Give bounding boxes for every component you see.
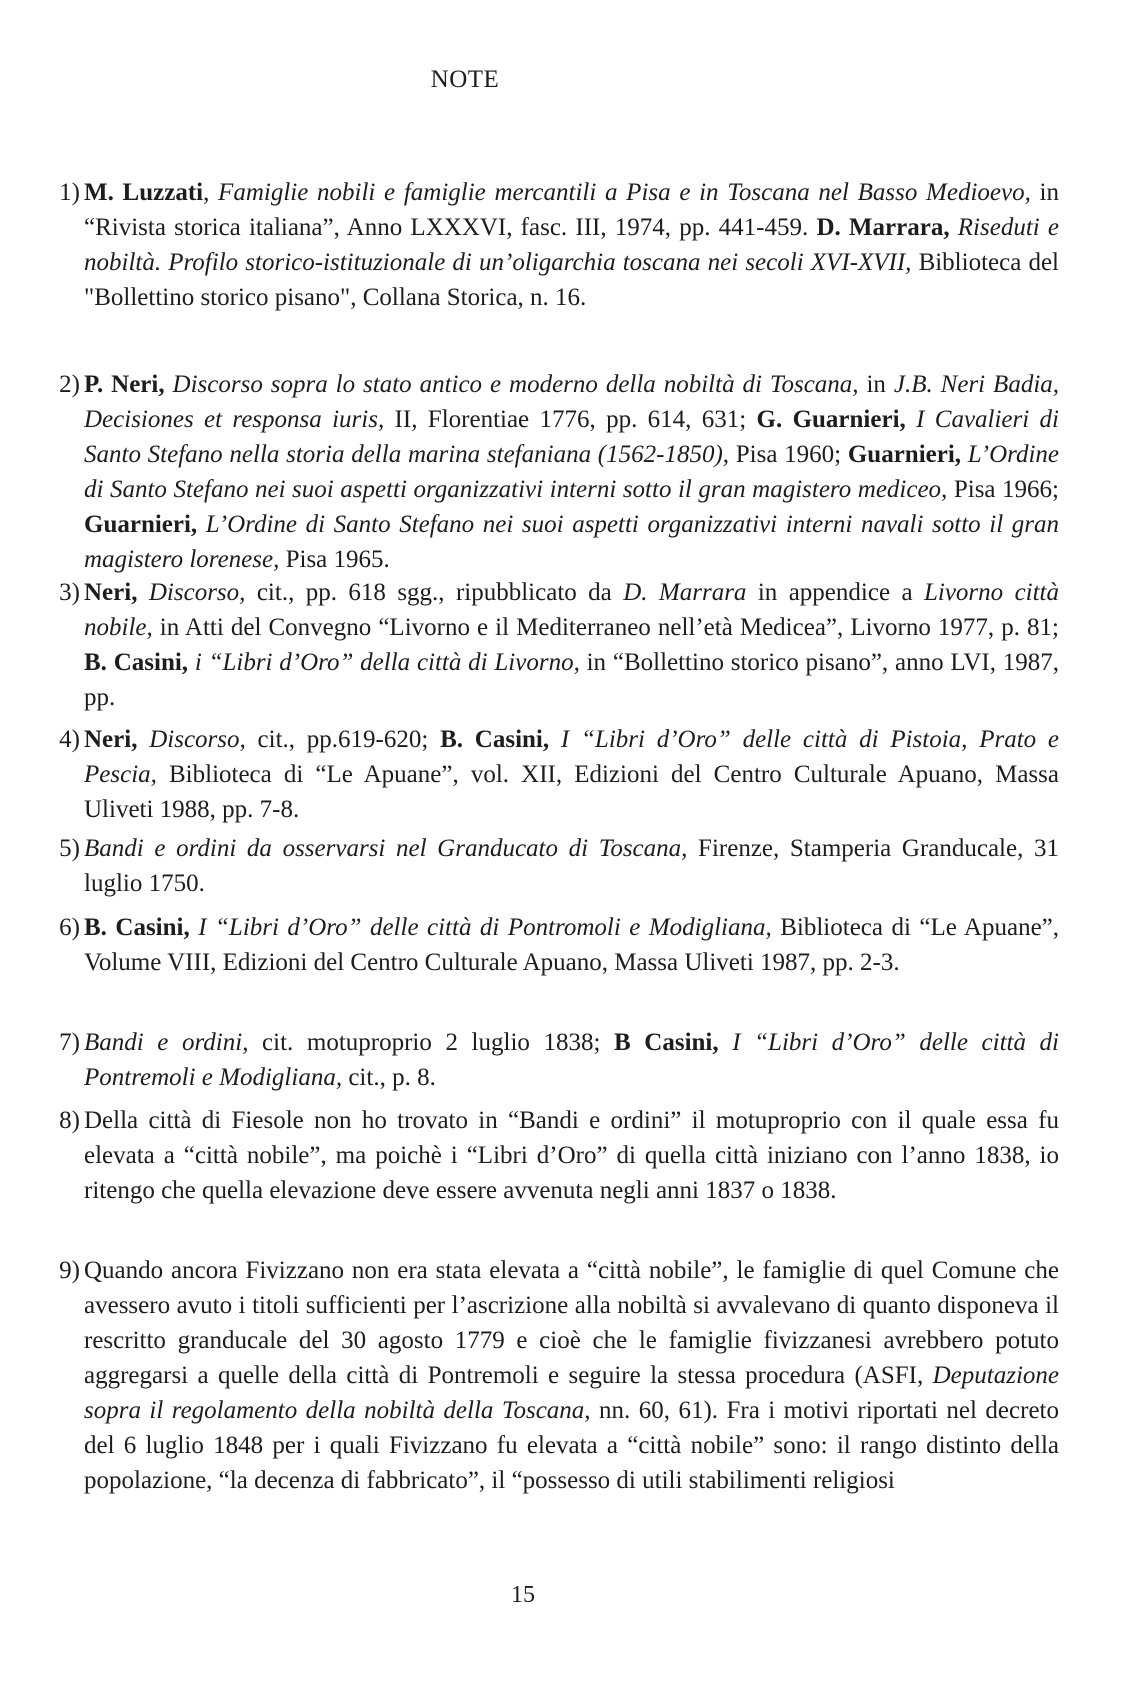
note-number: 1) — [59, 179, 80, 206]
note-body-text — [961, 441, 968, 468]
note-number: 6) — [59, 914, 80, 941]
note-text — [84, 831, 1059, 901]
note-text — [84, 910, 1059, 980]
work-title: Discorso sopra lo stato antico e moderno della nobiltà di Toscana, — [172, 371, 859, 398]
page-number: 15 — [511, 1582, 535, 1608]
note-body-text: Biblioteca di “Le Apuane”, Volume VIII, Edizioni del Centro Culturale Apuano, Massa Uliveti 1987, pp. 2-3. — [84, 914, 1060, 976]
work-title: Riseduti e nobiltà. Profilo storico-istituzionale di un’oligarchia toscana nei secoli XVI-XVII, — [84, 214, 1060, 276]
note-body-text: II, Florentiae 1776, pp. 614, 631; — [384, 406, 757, 433]
note-body-text — [719, 1029, 733, 1056]
note-body-text — [190, 914, 198, 941]
note-body-text: in “Bollettino storico pisano”, anno LVI, 1987, pp. — [84, 649, 1059, 711]
note-body-text — [165, 371, 173, 398]
work-title: D. Marrara — [623, 579, 747, 606]
work-title: Livorno città nobile, — [84, 579, 1060, 641]
note-body-text: , — [203, 179, 219, 206]
work-title: I “Libri d’Oro” delle città di Pistoia, Prato e Pescia, — [84, 726, 1060, 788]
author-name: Guarnieri, — [847, 441, 962, 468]
author-name: Guarnieri, — [84, 511, 198, 538]
note-body-text: in Atti del Convegno “Livorno e il Mediterraneo nell’età Medicea”, Livorno 1977, p. 81; — [152, 614, 1059, 641]
author-name: B Casini, — [614, 1029, 719, 1056]
note-body-text: nn. 60, 61). Fra i motivi riportati nel decreto del 6 luglio 1848 per i quali Fivizzano fu elevata a “città nobile” sono: il rango distinto della popolazione, “la decenza di fabbricato”, il “possesso di utili stabilimenti religiosi — [84, 1397, 1059, 1494]
note-body-text — [549, 726, 561, 753]
work-title: I Cavalieri di Santo Stefano nella storia della marina stefaniana (1562-1850), — [84, 406, 1059, 468]
author-name: G. Guarnieri, — [756, 406, 906, 433]
note-number: 5) — [59, 835, 80, 862]
note-body-text — [137, 579, 148, 606]
author-name: P. Neri, — [84, 371, 165, 398]
note-body-text: in — [858, 371, 894, 398]
note-body-text: Pisa 1966; — [947, 476, 1059, 503]
note-body-text — [137, 726, 149, 753]
note-text — [84, 575, 1059, 715]
note-text — [84, 1253, 1059, 1498]
note-body-text: Firenze, Stamperia Granducale, 31 luglio 1750. — [84, 835, 1059, 897]
work-title: Famiglie nobili e famiglie mercantili a Pisa e in Toscana nel Basso Medioevo, — [218, 179, 1031, 206]
author-name: M. Luzzati — [84, 179, 204, 206]
note-body-text — [906, 406, 916, 433]
author-name: Neri, — [84, 579, 138, 606]
note-number: 8) — [59, 1107, 80, 1134]
work-title: Discorso, — [148, 579, 246, 606]
note-number: 3) — [59, 579, 80, 606]
note-body-text: Della città di Fiesole non ho trovato in “Bandi e ordini” il motuproprio con il quale essa fu elevata a “città nobile”, ma poichè i “Libri d’Oro” di quella città iniziano con l’anno 1838, io ritengo che quella elevazione deve essere avvenuta negli anni 1837 o 1838. — [84, 1107, 1059, 1204]
author-name: B. Casini, — [440, 726, 550, 753]
note-text — [84, 1025, 1059, 1095]
author-name: Neri, — [84, 726, 138, 753]
note-body-text: cit., p. 8. — [342, 1064, 436, 1091]
note-number: 9) — [59, 1257, 80, 1284]
note-body-text: cit., pp.619-620; — [245, 726, 441, 753]
note-text — [84, 1103, 1059, 1208]
note-body-text: Pisa 1965. — [279, 546, 390, 573]
note-body-text: Pisa 1960; — [729, 441, 848, 468]
author-name: B. Casini, — [84, 914, 190, 941]
note-text — [84, 722, 1059, 827]
note-text — [84, 367, 1059, 577]
note-body-text: cit., pp. 618 sgg., ripubblicato da — [245, 579, 624, 606]
work-title: I “Libri d’Oro” delle città di Pontremoli e Modigliana, — [84, 1029, 1059, 1091]
note-body-text: Biblioteca di “Le Apuane”, vol. XII, Edizioni del Centro Culturale Apuano, Massa Uliveti 1988, pp. 7-8. — [84, 761, 1059, 823]
author-name: B. Casini, — [84, 649, 189, 676]
note-body-text: Biblioteca del "Bollettino storico pisano", Collana Storica, n. 16. — [84, 249, 1059, 311]
work-title: Bandi e ordini da osservarsi nel Granducato di Toscana, — [84, 835, 688, 862]
note-body-text: Quando ancora Fivizzano non era stata elevata a “città nobile”, le famiglie di quel Comune che avessero avuto i titoli sufficienti per l’ascrizione alla nobiltà si avvalevano di quanto disponeva il rescritto granducale del 30 agosto 1779 e cioè che le famiglie fivizzanesi avrebbero potuto aggregarsi a quelle della città di Pontremoli e seguire la stessa procedura (ASFI, — [84, 1257, 1059, 1389]
work-title: L’Ordine di Santo Stefano nei suoi aspetti organizzativi interni sotto il gran magistero mediceo, — [84, 441, 1059, 503]
work-title: Bandi e ordini, — [84, 1029, 249, 1056]
note-body-text — [197, 511, 206, 538]
work-title: I “Libri d’Oro” delle città di Pontromoli e Modigliana, — [198, 914, 772, 941]
note-number: 2) — [59, 371, 80, 398]
note-body-text — [188, 649, 195, 676]
note-number: 7) — [59, 1029, 80, 1056]
work-title: Discorso, — [149, 726, 246, 753]
work-title: Deputazione sopra il regolamento della nobiltà della Toscana, — [84, 1362, 1059, 1424]
work-title: i “Libri d’Oro” della città di Livorno, — [194, 649, 580, 676]
note-body-text: cit. motuproprio 2 luglio 1838; — [248, 1029, 615, 1056]
note-body-text — [950, 214, 958, 241]
note-body-text: in “Rivista storica italiana”, Anno LXXXVI, fasc. III, 1974, pp. 441-459. — [84, 179, 1060, 241]
note-body-text: in appendice a — [746, 579, 924, 606]
work-title: J.B. Neri Badia, Decisiones et responsa iuris, — [84, 371, 1060, 433]
note-number: 4) — [59, 726, 80, 753]
note-text — [84, 175, 1059, 315]
work-title: L’Ordine di Santo Stefano nei suoi aspetti organizzativi interni navali sotto il gran magistero lorenese, — [84, 511, 1059, 573]
page-title: NOTE — [430, 66, 500, 93]
author-name: D. Marrara, — [816, 214, 950, 241]
